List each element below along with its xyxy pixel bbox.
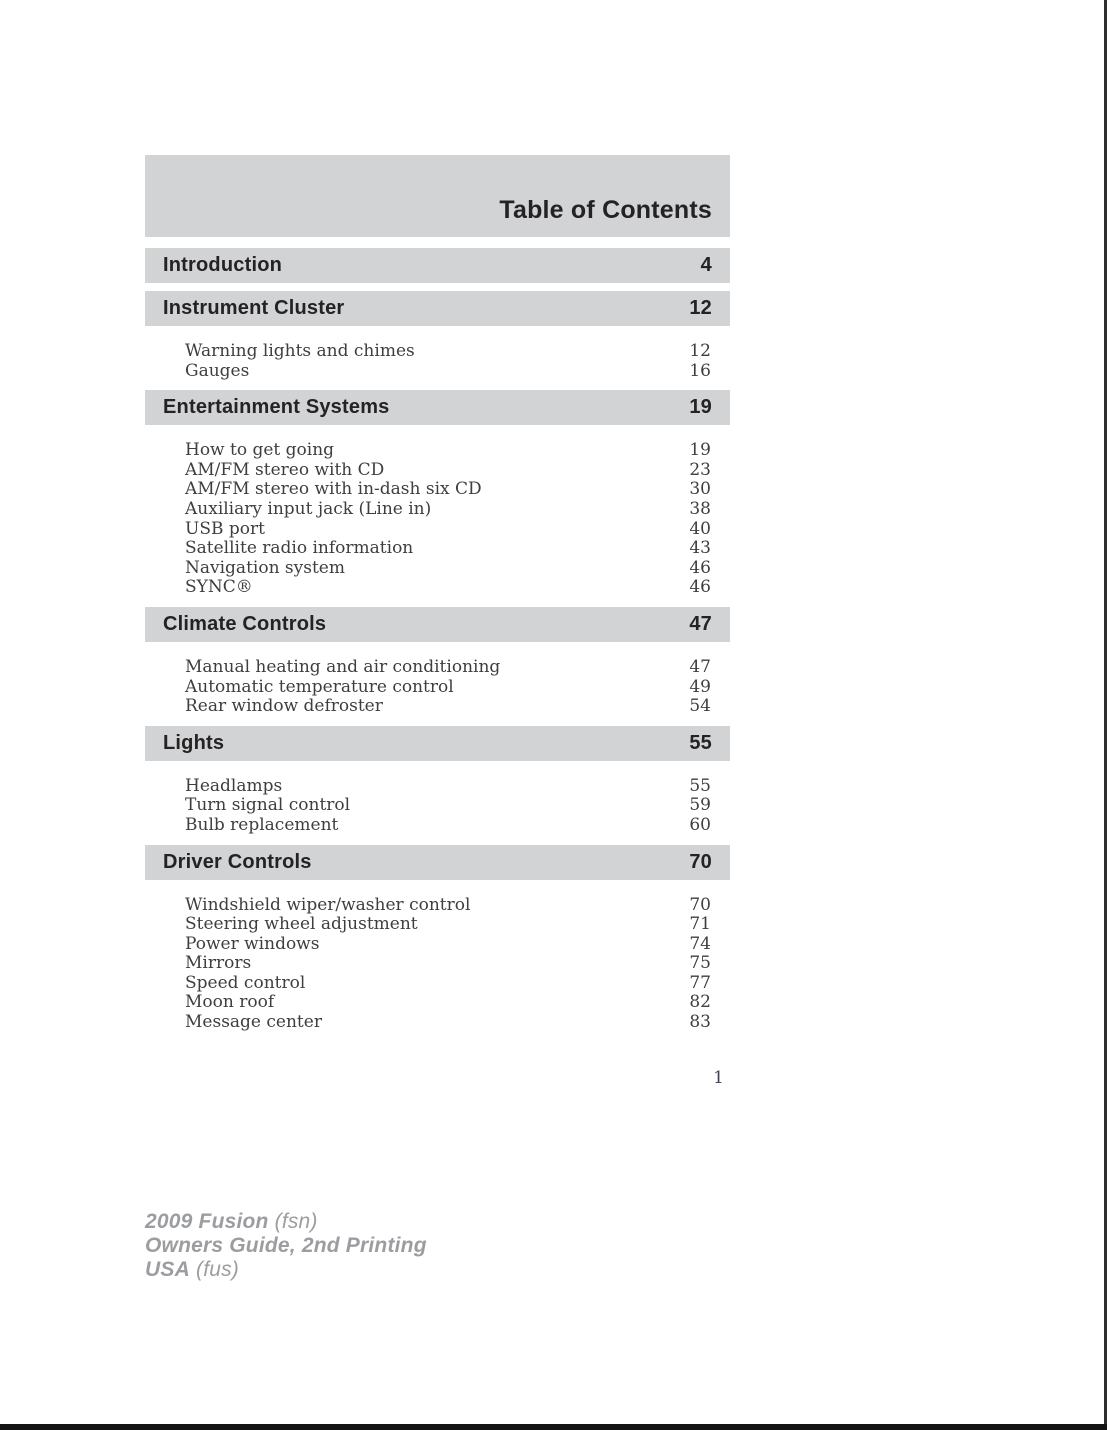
toc-item-row — [145, 539, 730, 559]
toc-item-label: Turn signal control — [185, 795, 351, 816]
footer-guide: Owners Guide, 2nd Printing — [145, 1234, 427, 1257]
print-footer — [145, 1210, 427, 1282]
footer-model-code: (fsn) — [274, 1210, 318, 1233]
toc-item-label: Warning lights and chimes — [185, 341, 415, 361]
section-page: 4 — [700, 254, 712, 276]
toc-item-row — [145, 697, 730, 717]
section-items — [145, 334, 730, 390]
toc-item-row — [145, 480, 730, 500]
section-page: 12 — [689, 297, 712, 319]
section-header-row — [145, 845, 730, 880]
toc-item-label: Message center — [185, 1012, 322, 1033]
toc-item-page: 30 — [689, 479, 711, 500]
toc-item-page: 54 — [689, 696, 711, 717]
toc-item-row — [145, 461, 730, 481]
toc-item-page: 40 — [689, 518, 711, 539]
toc-item-row — [145, 678, 730, 698]
section-header-row — [145, 726, 730, 761]
toc-item-page: 38 — [689, 498, 711, 519]
toc-item-label: Headlamps — [185, 775, 283, 796]
scan-edge-bottom — [0, 1424, 1107, 1430]
toc-item-label: Manual heating and air conditioning — [185, 656, 501, 677]
toc-item-page: 47 — [689, 656, 711, 677]
toc-item-row — [145, 796, 730, 816]
section-page: 55 — [689, 731, 712, 754]
section-header-row — [145, 607, 730, 642]
toc-item-page: 59 — [689, 795, 711, 816]
toc-item-row — [145, 974, 730, 994]
footer-line-region — [145, 1258, 427, 1282]
toc-item-page: 75 — [689, 953, 711, 974]
section-items — [145, 433, 730, 607]
toc-item-row — [145, 520, 730, 540]
section-label: Entertainment Systems — [163, 396, 390, 419]
toc-item-row — [145, 1013, 730, 1033]
toc-item-label: Auxiliary input jack (Line in) — [185, 498, 432, 519]
folio-page-number: 1 — [713, 1068, 724, 1088]
section-label: Driver Controls — [163, 850, 312, 873]
section-header-row — [145, 248, 730, 283]
toc-item-label: How to get going — [185, 440, 335, 461]
toc-item-page: 46 — [689, 577, 711, 598]
toc-item-row — [145, 896, 730, 916]
toc-item-row — [145, 993, 730, 1013]
footer-region-code: (fus) — [196, 1258, 239, 1281]
toc-item-row — [145, 915, 730, 935]
toc-section — [145, 607, 730, 726]
toc-item-label: Steering wheel adjustment — [185, 914, 418, 935]
toc-item-page: 46 — [689, 557, 711, 578]
section-header-row — [145, 390, 730, 425]
toc-item-label: Speed control — [185, 972, 306, 993]
toc-item-label: Mirrors — [185, 953, 252, 974]
toc-item-row — [145, 816, 730, 836]
toc-item-label: AM/FM stereo with CD — [185, 459, 385, 480]
toc-item-label: Power windows — [185, 933, 320, 954]
section-label: Introduction — [163, 254, 283, 276]
toc-item-page: 71 — [689, 914, 711, 935]
section-label: Lights — [163, 731, 225, 754]
toc-item-row — [145, 559, 730, 579]
toc-section — [145, 248, 730, 283]
section-items — [145, 650, 730, 726]
toc-header-band — [145, 155, 730, 237]
toc-item-page: 43 — [689, 538, 711, 559]
toc-item-page: 77 — [689, 972, 711, 993]
toc-sections — [145, 248, 730, 1042]
toc-item-page: 82 — [689, 992, 711, 1013]
toc-item-row — [145, 935, 730, 955]
toc-item-page: 74 — [689, 933, 711, 954]
toc-item-page: 23 — [689, 459, 711, 480]
toc-item-row — [145, 342, 730, 362]
toc-item-page: 83 — [689, 1012, 711, 1033]
toc-item-row — [145, 500, 730, 520]
toc-item-label: Automatic temperature control — [185, 676, 454, 697]
toc-item-row — [145, 441, 730, 461]
toc-item-page: 70 — [689, 894, 711, 915]
footer-line-guide — [145, 1234, 427, 1258]
section-label: Instrument Cluster — [163, 297, 345, 319]
toc-item-row — [145, 578, 730, 598]
toc-item-label: USB port — [185, 518, 265, 539]
toc-section — [145, 845, 730, 1042]
toc-item-page: 60 — [689, 814, 711, 835]
footer-region: USA — [145, 1258, 190, 1281]
toc-page — [145, 155, 730, 1042]
toc-item-page: 12 — [689, 341, 711, 361]
section-label: Climate Controls — [163, 612, 327, 635]
toc-section — [145, 390, 730, 607]
toc-item-row — [145, 954, 730, 974]
section-header-row — [145, 291, 730, 326]
toc-item-page: 55 — [689, 775, 711, 796]
toc-item-page: 16 — [689, 360, 711, 381]
toc-item-label: Navigation system — [185, 557, 345, 578]
toc-item-row — [145, 777, 730, 797]
toc-item-label: Satellite radio information — [185, 538, 414, 559]
toc-item-label: AM/FM stereo with in-dash six CD — [185, 479, 482, 500]
toc-section — [145, 291, 730, 390]
toc-item-row — [145, 362, 730, 382]
section-page: 47 — [689, 612, 712, 635]
footer-model: 2009 Fusion — [145, 1210, 269, 1233]
toc-title: Table of Contents — [499, 196, 712, 224]
footer-line-model — [145, 1210, 427, 1234]
toc-section — [145, 726, 730, 845]
section-items — [145, 769, 730, 845]
toc-item-label: Moon roof — [185, 992, 275, 1013]
toc-item-label: Gauges — [185, 360, 250, 381]
toc-item-label: Bulb replacement — [185, 814, 339, 835]
toc-item-label: SYNC® — [185, 577, 253, 598]
toc-item-page: 19 — [689, 440, 711, 461]
section-page: 19 — [689, 396, 712, 419]
toc-item-row — [145, 658, 730, 678]
section-items — [145, 888, 730, 1042]
toc-item-label: Windshield wiper/washer control — [185, 894, 471, 915]
toc-item-label: Rear window defroster — [185, 696, 383, 717]
toc-item-page: 49 — [689, 676, 711, 697]
section-page: 70 — [689, 850, 712, 873]
